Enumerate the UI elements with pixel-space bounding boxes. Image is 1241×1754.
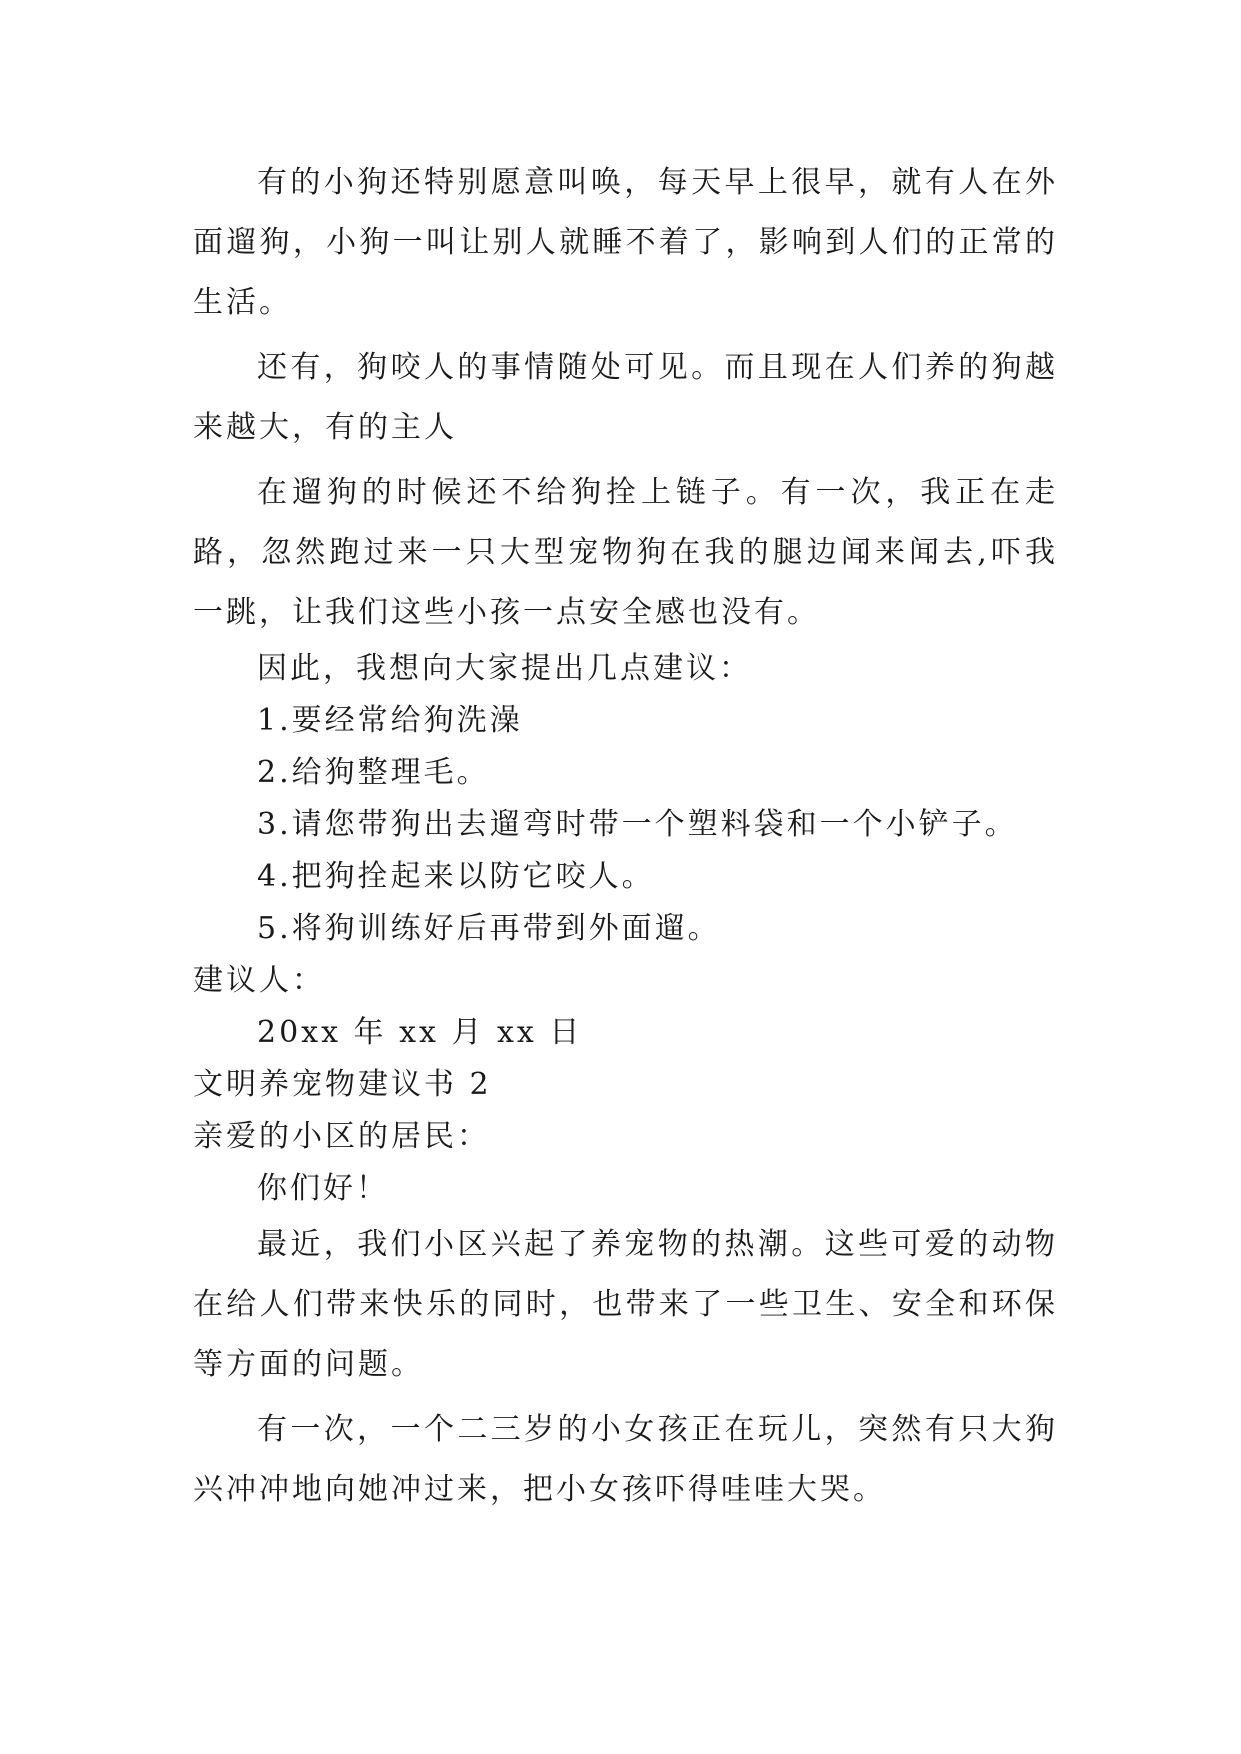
paragraph-girl-incident: 有一次，一个二三岁的小女孩正在玩儿，突然有只大狗兴冲冲地向她冲过来，把小女孩吓得哇哇大哭。 — [193, 1412, 1058, 1507]
greeting: 你们好！ — [257, 1171, 389, 1206]
salutation: 亲爱的小区的居民： — [193, 1119, 490, 1154]
paragraph-dog-barking: 有的小狗还特别愿意叫唤，每天早上很早，就有人在外面遛狗，小狗一叫让别人就睡不着了，影响到人们的正常的生活。 — [193, 165, 1058, 320]
paragraph-dog-biting: 还有，狗咬人的事情随处可见。而且现在人们养的狗越来越大，有的主人 — [193, 350, 1058, 445]
document-body — [193, 153, 1058, 1520]
signature-date: 20xx 年 xx 月 xx 日 — [257, 1015, 583, 1050]
suggestion-item-3: 3.请您带狗出去遛弯时带一个塑料袋和一个小铲子。 — [257, 807, 1018, 842]
suggestion-item-4: 4.把狗拴起来以防它咬人。 — [257, 859, 655, 894]
suggestion-item-2: 2.给狗整理毛。 — [257, 755, 490, 790]
signer-label: 建议人： — [193, 963, 325, 998]
suggestion-item-1: 1.要经常给狗洗澡 — [257, 703, 523, 738]
suggestion-item-5: 5.将狗训练好后再带到外面遛。 — [257, 911, 721, 946]
paragraph-pet-trend: 最近，我们小区兴起了养宠物的热潮。这些可爱的动物在给人们带来快乐的同时，也带来了一些卫生、安全和环保等方面的问题。 — [193, 1227, 1058, 1382]
section-title: 文明养宠物建议书 2 — [193, 1067, 492, 1102]
paragraph-leash-incident: 在遛狗的时候还不给狗拴上链子。有一次，我正在走路，忽然跑过来一只大型宠物狗在我的腿边闻来闻去,吓我一跳，让我们这些小孩一点安全感也没有。 — [193, 475, 1058, 630]
suggestion-intro: 因此，我想向大家提出几点建议： — [257, 651, 752, 686]
